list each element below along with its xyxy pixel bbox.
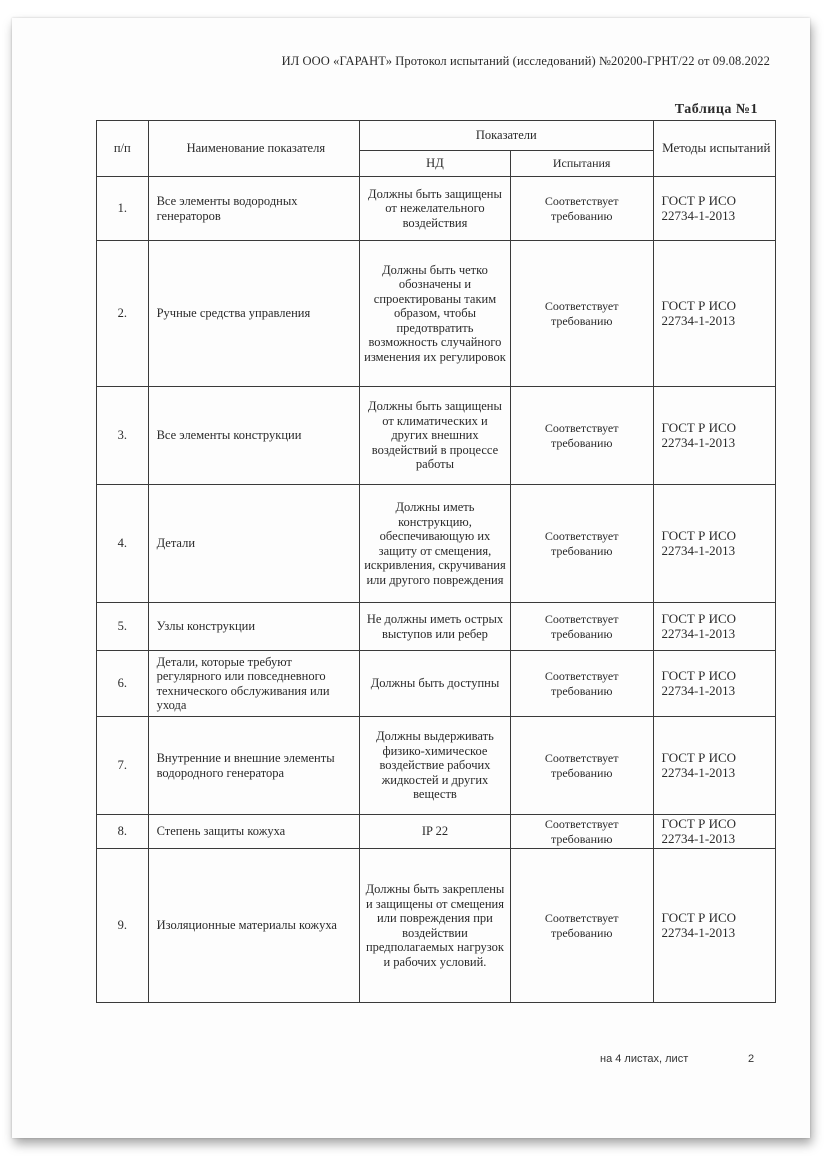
row-test-result: Соответствует требованию — [510, 815, 653, 849]
row-number: 1. — [97, 177, 149, 241]
footer-sheets: на 4 листах, лист — [600, 1053, 689, 1065]
row-test-method: ГОСТ Р ИСО 22734-1-2013 — [653, 485, 775, 603]
row-number: 6. — [97, 651, 149, 717]
row-number: 9. — [97, 849, 149, 1003]
row-indicator-name: Внутренние и внешние элементы водородного генератора — [148, 717, 359, 815]
row-indicator-name: Все элементы конструкции — [148, 387, 359, 485]
column-header-methods: Методы испытаний — [653, 121, 775, 177]
row-test-result: Соответствует требованию — [510, 651, 653, 717]
column-header-group: Показатели — [360, 121, 653, 151]
row-test-result: Соответствует требованию — [510, 387, 653, 485]
row-test-method: ГОСТ Р ИСО 22734-1-2013 — [653, 241, 775, 387]
row-nd-requirement: Не должны иметь острых выступов или ребер — [360, 603, 511, 651]
column-header-nd: НД — [360, 151, 511, 177]
row-number: 2. — [97, 241, 149, 387]
row-nd-requirement: Должны быть четко обозначены и спроектированы таким образом, чтобы предотвратить возможность случайного изменения их регулировок — [360, 241, 511, 387]
results-table — [96, 120, 776, 1003]
table-row — [97, 815, 776, 849]
row-test-method: ГОСТ Р ИСО 22734-1-2013 — [653, 651, 775, 717]
row-test-method: ГОСТ Р ИСО 22734-1-2013 — [653, 849, 775, 1003]
table-row — [97, 603, 776, 651]
row-indicator-name: Все элементы водородных генераторов — [148, 177, 359, 241]
row-test-method: ГОСТ Р ИСО 22734-1-2013 — [653, 177, 775, 241]
row-nd-requirement: Должны быть защищены от климатических и других внешних воздействий в процессе работы — [360, 387, 511, 485]
table-caption: Таблица №1 — [674, 102, 758, 117]
row-test-result: Соответствует требованию — [510, 485, 653, 603]
row-number: 5. — [97, 603, 149, 651]
document-page — [12, 18, 810, 1138]
row-test-method: ГОСТ Р ИСО 22734-1-2013 — [653, 387, 775, 485]
table-row — [97, 717, 776, 815]
row-number: 8. — [97, 815, 149, 849]
row-nd-requirement: Должны быть закреплены и защищены от смещения или повреждения при воздействии предполагаемых нагрузок и рабочих условий. — [360, 849, 511, 1003]
table-row — [97, 849, 776, 1003]
row-test-method: ГОСТ Р ИСО 22734-1-2013 — [653, 603, 775, 651]
row-test-method: ГОСТ Р ИСО 22734-1-2013 — [653, 815, 775, 849]
column-header-test: Испытания — [510, 151, 653, 177]
column-header-num: п/п — [97, 121, 149, 177]
table-row — [97, 177, 776, 241]
row-indicator-name: Изоляционные материалы кожуха — [148, 849, 359, 1003]
row-nd-requirement: Должны быть доступны — [360, 651, 511, 717]
table-row — [97, 651, 776, 717]
row-indicator-name: Детали, которые требуют регулярного или повседневного технического обслуживания или ухода — [148, 651, 359, 717]
row-indicator-name: Детали — [148, 485, 359, 603]
row-test-result: Соответствует требованию — [510, 603, 653, 651]
row-number: 4. — [97, 485, 149, 603]
table-row — [97, 485, 776, 603]
table-row — [97, 387, 776, 485]
row-nd-requirement: IP 22 — [360, 815, 511, 849]
protocol-header: ИЛ ООО «ГАРАНТ» Протокол испытаний (исследований) №20200-ГРНТ/22 от 09.08.2022 — [281, 54, 770, 68]
row-indicator-name: Ручные средства управления — [148, 241, 359, 387]
row-test-result: Соответствует требованию — [510, 717, 653, 815]
row-number: 3. — [97, 387, 149, 485]
row-test-result: Соответствует требованию — [510, 241, 653, 387]
row-indicator-name: Степень защиты кожуха — [148, 815, 359, 849]
row-test-method: ГОСТ Р ИСО 22734-1-2013 — [653, 717, 775, 815]
table-row — [97, 241, 776, 387]
row-number: 7. — [97, 717, 149, 815]
row-nd-requirement: Должны иметь конструкцию, обеспечивающую их защиту от смещения, искривления, скручивания или другого повреждения — [360, 485, 511, 603]
row-test-result: Соответствует требованию — [510, 177, 653, 241]
column-header-name: Наименование показателя — [148, 121, 359, 177]
footer-page-number: 2 — [748, 1053, 755, 1065]
row-nd-requirement: Должны быть защищены от нежелательного воздействия — [360, 177, 511, 241]
row-nd-requirement: Должны выдерживать физико-химическое воздействие рабочих жидкостей и других веществ — [360, 717, 511, 815]
row-test-result: Соответствует требованию — [510, 849, 653, 1003]
row-indicator-name: Узлы конструкции — [148, 603, 359, 651]
